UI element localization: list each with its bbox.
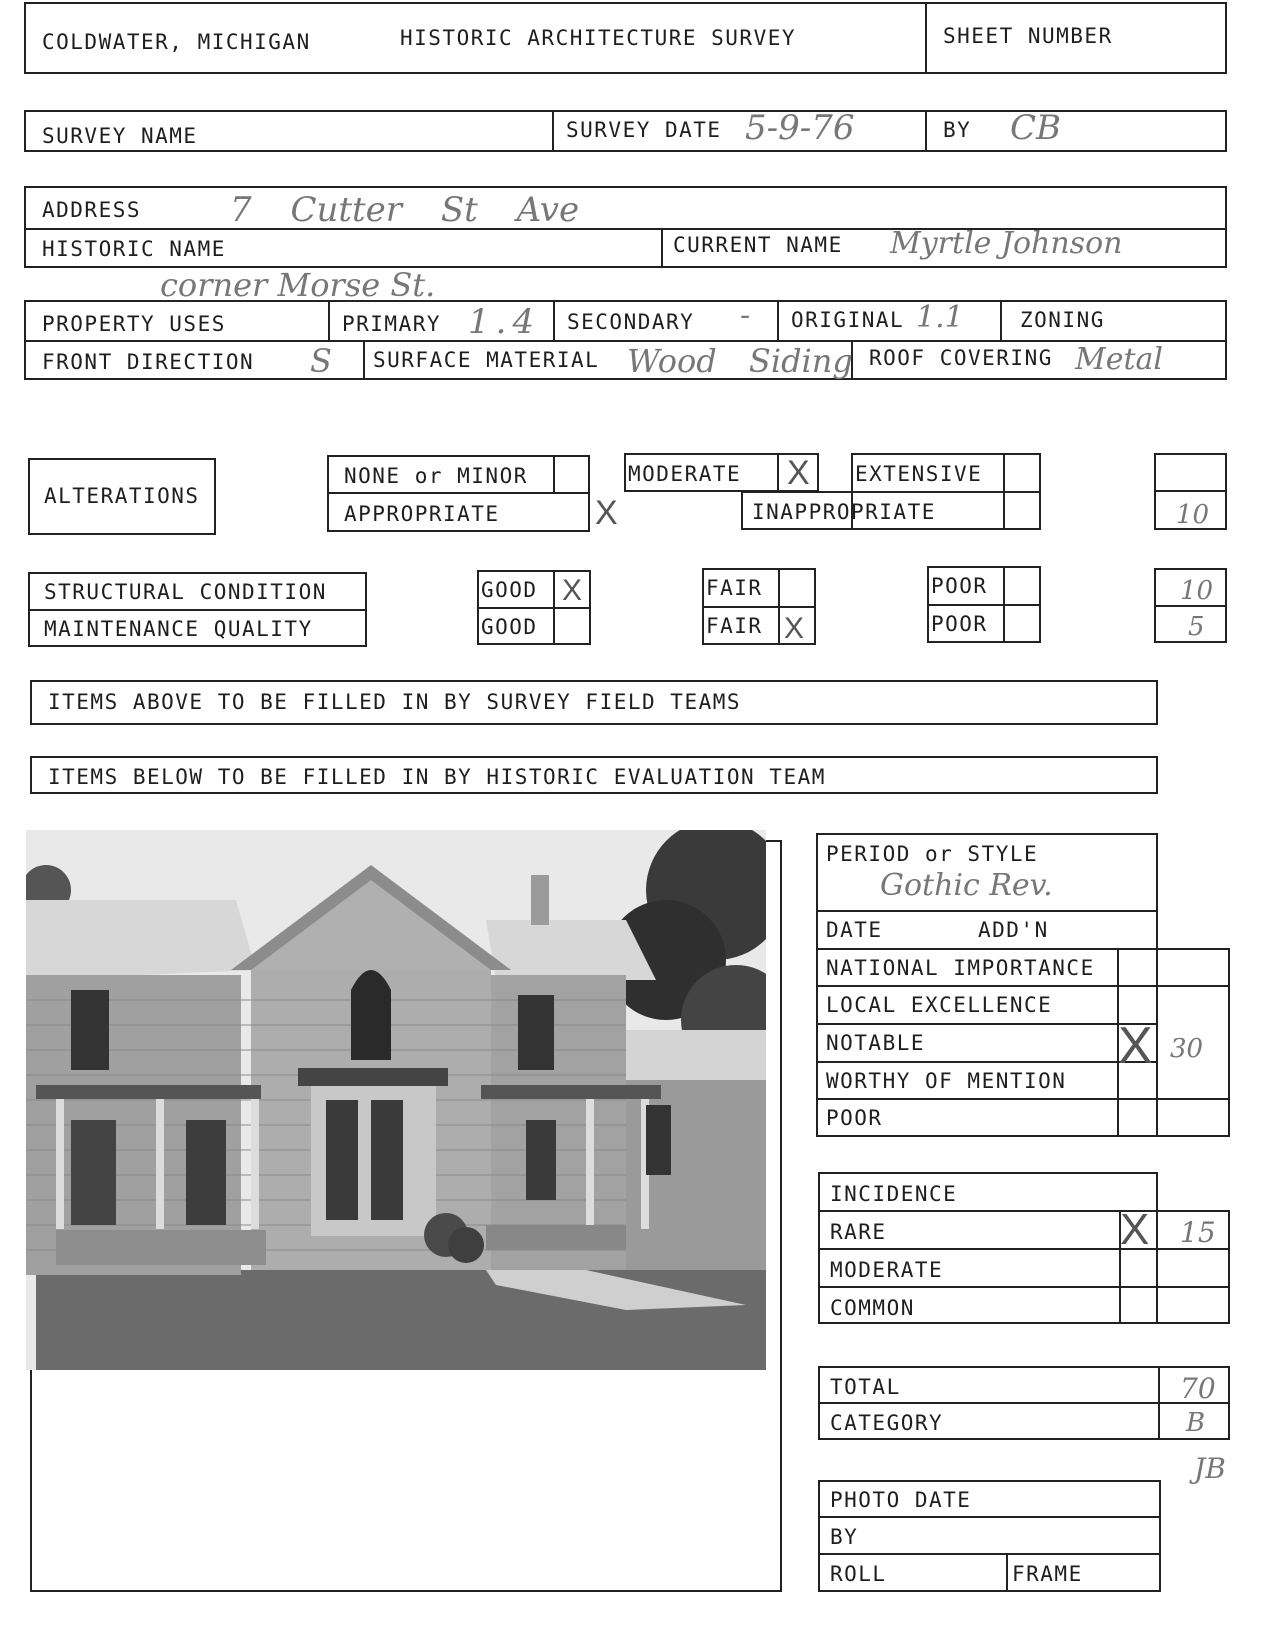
eval-row-national: NATIONAL IMPORTANCE [826, 956, 1095, 980]
address-note: corner Morse St. [160, 266, 436, 304]
alterations-label: ALTERATIONS [44, 484, 200, 508]
structural-score: 10 [1180, 576, 1214, 606]
secondary-value: - [740, 298, 751, 333]
eval-row-worthy: WORTHY OF MENTION [826, 1069, 1067, 1093]
eval-row-notable: NOTABLE [826, 1031, 926, 1055]
total-label: TOTAL [830, 1375, 901, 1399]
period-style-label: PERIOD or STYLE [826, 842, 1039, 866]
primary-value: 1.4 [468, 302, 541, 342]
moderate-label: MODERATE [628, 462, 742, 486]
zoning-label: ZONING [1020, 308, 1105, 332]
note-above: ITEMS ABOVE TO BE FILLED IN BY SURVEY FIELD TEAMS [48, 690, 742, 714]
moderate-mark: X [787, 454, 810, 492]
original-value: 1.1 [916, 300, 964, 335]
frame-label: FRAME [1012, 1562, 1083, 1586]
maintenance-score: 5 [1188, 612, 1205, 642]
surface-material-value: Wood Siding [627, 342, 853, 380]
incidence-common: COMMON [830, 1296, 915, 1320]
none-minor-label: NONE or MINOR [344, 464, 528, 488]
rare-mark: X [1120, 1205, 1150, 1254]
secondary-label: SECONDARY [567, 310, 695, 334]
total-value: 70 [1180, 1372, 1216, 1405]
survey-date-value: 5-9-76 [745, 108, 855, 148]
address-value: 7 Cutter St Ave [230, 190, 580, 230]
survey-title: HISTORIC ARCHITECTURE SURVEY [400, 26, 797, 50]
incidence-score: 15 [1180, 1216, 1216, 1249]
photo-by-label: BY [830, 1525, 859, 1549]
period-style-value: Gothic Rev. [880, 868, 1053, 903]
notable-mark: X [1118, 1017, 1153, 1075]
alterations-score: 10 [1176, 500, 1210, 530]
incidence-label: INCIDENCE [830, 1182, 958, 1206]
structural-condition-label: STRUCTURAL CONDITION [44, 580, 327, 604]
roof-covering-label: ROOF COVERING [869, 346, 1053, 370]
primary-label: PRIMARY [342, 312, 442, 336]
incidence-rare: RARE [830, 1220, 887, 1244]
address-label: ADDRESS [42, 198, 142, 222]
note-below: ITEMS BELOW TO BE FILLED IN BY HISTORIC EVALUATION TEAM [48, 765, 826, 789]
inappropriate-label: INAPPROPRIATE [752, 500, 936, 524]
maintenance-good-label: GOOD [481, 615, 538, 639]
maintenance-fair-mark: X [784, 612, 805, 645]
house-illustration [26, 830, 766, 1370]
addn-label: ADD'N [978, 918, 1049, 942]
city-label: COLDWATER, MICHIGAN [42, 30, 311, 54]
incidence-moderate: MODERATE [830, 1258, 944, 1282]
historic-name-label: HISTORIC NAME [42, 237, 226, 261]
front-direction-label: FRONT DIRECTION [42, 350, 255, 374]
survey-name-label: SURVEY NAME [42, 124, 198, 148]
appropriate-mark: X [595, 494, 618, 532]
eval-row-local: LOCAL EXCELLENCE [826, 993, 1053, 1017]
structural-fair-label: FAIR [706, 576, 763, 600]
extensive-label: EXTENSIVE [855, 462, 983, 486]
maintenance-poor-label: POOR [931, 612, 988, 636]
structural-good-mark: X [562, 574, 583, 607]
maintenance-quality-label: MAINTENANCE QUALITY [44, 617, 313, 641]
survey-by-value: CB [1010, 108, 1061, 148]
property-uses-label: PROPERTY USES [42, 312, 226, 336]
current-name-label: CURRENT NAME [673, 233, 843, 257]
front-direction-value: S [310, 342, 332, 380]
maintenance-fair-label: FAIR [706, 614, 763, 638]
current-name-value: Myrtle Johnson [890, 226, 1123, 261]
category-label: CATEGORY [830, 1411, 944, 1435]
photo-date-label: PHOTO DATE [830, 1488, 972, 1512]
sheet-number-label: SHEET NUMBER [943, 24, 1113, 48]
survey-date-label: SURVEY DATE [566, 118, 722, 142]
house-photograph [26, 830, 766, 1370]
survey-by-label: BY [943, 118, 972, 142]
date-label: DATE [826, 918, 883, 942]
importance-score: 30 [1170, 1034, 1204, 1064]
category-value: B [1186, 1408, 1206, 1438]
eval-row-poor: POOR [826, 1106, 883, 1130]
original-label: ORIGINAL [791, 308, 905, 332]
roll-label: ROLL [830, 1562, 887, 1586]
reviewer-initials: JB [1194, 1452, 1226, 1485]
surface-material-label: SURFACE MATERIAL [373, 348, 600, 372]
structural-good-label: GOOD [481, 578, 538, 602]
appropriate-label: APPROPRIATE [344, 502, 500, 526]
roof-covering-value: Metal [1075, 342, 1164, 377]
structural-poor-label: POOR [931, 574, 988, 598]
